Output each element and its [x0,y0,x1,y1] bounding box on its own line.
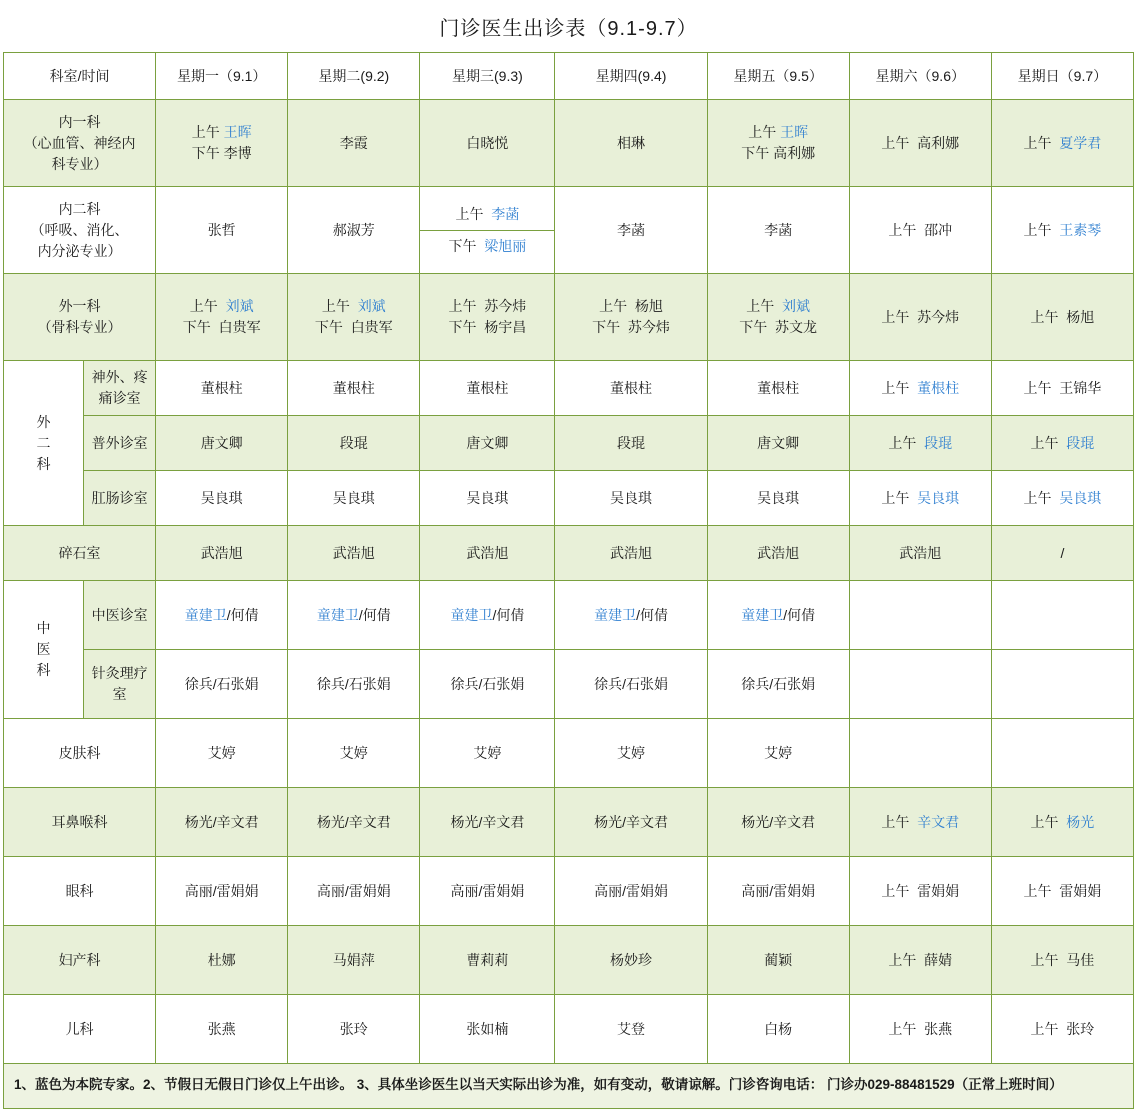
table-row-waier-gangchang [4,471,1134,526]
label-am: 上午 [881,134,910,151]
label-pm: 下午 [448,319,477,335]
cell-pifu-sun [991,719,1133,788]
doctor-name-expert: 童建卫 [741,606,784,623]
cell-fuchan-fri: 蔺颖 [707,926,849,995]
cell-waiyi-thu [555,274,707,361]
subdept-zhenjiu-line2: 室 [112,686,127,702]
cell-neiyi-mon-pm [158,143,285,164]
column-header-sun: 星期日（9.7） [991,53,1133,100]
label-am: 上午 [1030,813,1059,830]
cell-pifu-mon: 艾婷 [156,719,288,788]
label-am: 上午 [888,951,917,968]
label-pm: 下午 [191,145,220,161]
cell-neier-mon: 张哲 [156,187,288,274]
doctor-name: 高利娜 [917,134,960,151]
doctor-name: 薛婧 [924,951,953,968]
doctor-name: 杨旭 [634,298,663,314]
cell-fuchan-sun [991,926,1133,995]
dept-name-pifu: 皮肤科 [4,719,156,788]
cell-erbi-sun [991,788,1133,857]
cell-zyzs-sun [991,581,1133,650]
column-header-thu: 星期四(9.4) [555,53,707,100]
cell-neiyi-fri [707,100,849,187]
label-am: 上午 [1030,434,1059,451]
cell-fuchan-sat [849,926,991,995]
cell-suishi-mon: 武浩旭 [156,526,288,581]
label-am: 上午 [191,124,220,140]
label-am: 上午 [1023,221,1052,238]
cell-neiyi-thu: 相琳 [555,100,707,187]
doctor-name: 辛文君 [917,813,960,830]
table-row-pifu [4,719,1134,788]
dept-zhongyi-char3: 科 [36,662,51,678]
cell-erbi-fri: 杨光/辛文君 [707,788,849,857]
cell-zyzs-thu [555,581,707,650]
cell-gangchang-tue: 吴良琪 [288,471,420,526]
dept-neiyi-line2: （心血管、神经内 [23,134,136,151]
cell-fuchan-wed: 曹莉莉 [420,926,555,995]
label-am: 上午 [1030,308,1059,325]
dept-neier-line2: （呼吸、消化、 [30,221,129,238]
cell-yanke-thu: 高丽/雷娟娟 [555,857,707,926]
label-am: 上午 [888,1020,917,1037]
doctor-name: 杨旭 [1066,308,1095,325]
doctor-name: 苏文龙 [775,319,818,335]
cell-pifu-sat [849,719,991,788]
label-am: 上午 [1023,134,1052,151]
cell-pifu-tue: 艾婷 [288,719,420,788]
cell-neiyi-fri-am [710,122,847,143]
doctor-name: 吴良琪 [917,489,960,506]
subdept-gangchang: 肛肠诊室 [84,471,156,526]
cell-neier-fri: 李菡 [707,187,849,274]
cell-neiyi-sun [991,100,1133,187]
table-row-yanke [4,857,1134,926]
cell-puwai-fri: 唐文卿 [707,416,849,471]
cell-erbi-thu: 杨光/辛文君 [555,788,707,857]
cell-puwai-sat [849,416,991,471]
cell-yanke-mon: 高丽/雷娟娟 [156,857,288,926]
cell-erke-sun [991,995,1133,1064]
cell-suishi-sun: / [991,526,1133,581]
column-header-dept: 科室/时间 [4,53,156,100]
cell-shenwai-fri: 董根柱 [707,361,849,416]
cell-puwai-mon: 唐文卿 [156,416,288,471]
table-row-zhongyi-zhenjiu [4,650,1134,719]
doctor-name: /何倩 [358,606,391,623]
schedule-table [3,52,1134,1064]
table-row-zhongyi-zhenshi [4,581,1134,650]
label-am: 上午 [1023,379,1052,396]
cell-neiyi-sat [849,100,991,187]
subdept-shenwai-line2: 痛诊室 [98,390,141,406]
cell-puwai-tue: 段琨 [288,416,420,471]
table-row-neier [4,187,1134,274]
cell-waiyi-thu-pm [557,317,704,338]
doctor-name-expert: 童建卫 [450,606,493,623]
cell-erbi-sat [849,788,991,857]
cell-waiyi-fri [707,274,849,361]
table-row-waier-puwai [4,416,1134,471]
cell-neier-tue: 郝淑芳 [288,187,420,274]
doctor-name: 杨光 [1066,813,1095,830]
doctor-name: 马佳 [1066,951,1095,968]
doctor-name: 苏今炜 [917,308,960,325]
dept-neiyi-line1: 内一科 [58,113,101,130]
cell-gangchang-sun [991,471,1133,526]
doctor-name: /何倩 [226,606,259,623]
cell-neiyi-mon [156,100,288,187]
cell-shenwai-tue: 董根柱 [288,361,420,416]
doctor-name: 王晖 [780,124,809,140]
cell-erbi-mon: 杨光/辛文君 [156,788,288,857]
doctor-name: 刘斌 [782,298,811,314]
dept-name-erke: 儿科 [4,995,156,1064]
doctor-name: 苏今炜 [484,298,527,314]
table-header-row [4,53,1134,100]
label-am: 上午 [888,434,917,451]
doctor-name-expert: 童建卫 [594,606,637,623]
cell-neiyi-mon-am [158,122,285,143]
cell-waiyi-mon-pm [158,317,285,338]
doctor-name: 雷娟娟 [917,882,960,899]
cell-suishi-wed: 武浩旭 [420,526,555,581]
label-am: 上午 [599,298,628,314]
cell-erbi-wed: 杨光/辛文君 [420,788,555,857]
cell-yanke-sun [991,857,1133,926]
doctor-name-expert: 童建卫 [184,606,227,623]
subdept-shenwai-line1: 神外、疼 [91,369,148,385]
cell-erke-thu: 艾登 [555,995,707,1064]
cell-neier-wed-pm [420,231,554,262]
label-am: 上午 [748,124,777,140]
dept-name-erbi: 耳鼻喉科 [4,788,156,857]
cell-zjlls-wed: 徐兵/石张娟 [420,650,555,719]
cell-neier-thu: 李菡 [555,187,707,274]
cell-gangchang-fri: 吴良琪 [707,471,849,526]
cell-erke-mon: 张燕 [156,995,288,1064]
cell-shenwai-sat [849,361,991,416]
cell-waiyi-wed [420,274,555,361]
dept-waier-char1: 外 [36,413,51,430]
dept-name-waiyi [4,274,156,361]
cell-neiyi-wed: 白晓悦 [420,100,555,187]
dept-name-neier [4,187,156,274]
dept-name-yanke: 眼科 [4,857,156,926]
cell-erke-sat [849,995,991,1064]
label-pm: 下午 [448,237,477,254]
label-am: 上午 [881,813,910,830]
label-am: 上午 [455,205,484,222]
doctor-name: 苏今炜 [627,319,670,335]
doctor-name: 吴良琪 [1059,489,1102,506]
cell-suishi-sat: 武浩旭 [849,526,991,581]
doctor-name: 段琨 [924,434,953,451]
cell-zjlls-sun [991,650,1133,719]
label-pm: 下午 [592,319,621,335]
dept-zhongyi-char2: 医 [36,641,51,657]
cell-yanke-wed: 高丽/雷娟娟 [420,857,555,926]
dept-name-waier [4,361,84,526]
cell-gangchang-sat [849,471,991,526]
cell-pifu-thu: 艾婷 [555,719,707,788]
table-row-waier-shenwai [4,361,1134,416]
cell-shenwai-thu: 董根柱 [555,361,707,416]
cell-waiyi-wed-am [422,296,552,317]
cell-zyzs-sat [849,581,991,650]
doctor-name: 王素琴 [1059,221,1102,238]
cell-zjlls-mon: 徐兵/石张娟 [156,650,288,719]
cell-fuchan-thu: 杨妙珍 [555,926,707,995]
cell-waiyi-sun [991,274,1133,361]
subdept-zhenjiu-line1: 针灸理疗 [91,665,148,681]
cell-neiyi-tue: 李霞 [288,100,420,187]
cell-suishi-fri: 武浩旭 [707,526,849,581]
doctor-name: 雷娟娟 [1059,882,1102,899]
doctor-name: 刘斌 [357,298,386,314]
table-row-neiyi [4,100,1134,187]
table-row-suishi [4,526,1134,581]
cell-zjlls-thu: 徐兵/石张娟 [555,650,707,719]
cell-zjlls-tue: 徐兵/石张娟 [288,650,420,719]
doctor-name: 段琨 [1066,434,1095,451]
cell-waiyi-mon [156,274,288,361]
doctor-name: 刘斌 [225,298,254,314]
dept-neier-line3: 内分泌专业） [37,242,122,259]
cell-zjlls-sat [849,650,991,719]
doctor-name: /何倩 [636,606,668,623]
label-am: 上午 [881,882,910,899]
cell-neier-wed [420,187,555,274]
cell-neier-wed-am [420,199,554,231]
dept-name-neiyi [4,100,156,187]
doctor-name: 白贵军 [350,319,393,335]
dept-zhongyi-char1: 中 [36,620,51,636]
dept-waiyi-line1: 外一科 [58,298,101,314]
doctor-name: 高利娜 [773,145,816,161]
subdept-zhenjiu [84,650,156,719]
cell-waiyi-thu-am [557,296,704,317]
cell-erke-fri: 白杨 [707,995,849,1064]
page-title: 门诊医生出诊表（9.1-9.7） [439,18,698,40]
column-header-sat: 星期六（9.6） [849,53,991,100]
cell-gangchang-mon: 吴良琪 [156,471,288,526]
label-am: 上午 [321,298,350,314]
cell-zyzs-tue [288,581,420,650]
doctor-name: 梁旭丽 [484,237,527,254]
dept-waiyi-line2: （骨科专业） [37,319,122,335]
cell-gangchang-wed: 吴良琪 [420,471,555,526]
doctor-name: 王锦华 [1059,379,1102,396]
cell-neier-sat [849,187,991,274]
doctor-name: 杨宇昌 [484,319,527,335]
cell-gangchang-thu: 吴良琪 [555,471,707,526]
footer-note: 1、蓝色为本院专家。2、节假日无假日门诊仅上午出诊。 3、具体坐诊医生以当天实际出诊为准，如有变动，敬请谅解。门诊咨询电话： 门诊办029-88481529（正常上班时间） [3,1064,1134,1109]
cell-puwai-thu: 段琨 [555,416,707,471]
cell-shenwai-mon: 董根柱 [156,361,288,416]
cell-fuchan-mon: 杜娜 [156,926,288,995]
doctor-name: 李博 [223,145,252,161]
label-am: 上午 [881,489,910,506]
doctor-name: 董根柱 [917,379,960,396]
cell-zyzs-mon [156,581,288,650]
label-am: 上午 [1023,489,1052,506]
cell-suishi-thu: 武浩旭 [555,526,707,581]
cell-yanke-sat [849,857,991,926]
cell-shenwai-sun [991,361,1133,416]
cell-shenwai-wed: 董根柱 [420,361,555,416]
doctor-name: /何倩 [492,606,525,623]
doctor-name: 白贵军 [218,319,261,335]
subdept-shenwai [84,361,156,416]
table-row-erke [4,995,1134,1064]
cell-puwai-wed: 唐文卿 [420,416,555,471]
doctor-name: 张燕 [924,1020,953,1037]
label-am: 上午 [1030,951,1059,968]
cell-waiyi-sat [849,274,991,361]
cell-yanke-fri: 高丽/雷娟娟 [707,857,849,926]
dept-name-fuchan: 妇产科 [4,926,156,995]
cell-neier-sun [991,187,1133,274]
cell-fuchan-tue: 马娟萍 [288,926,420,995]
table-row-waiyi [4,274,1134,361]
label-pm: 下午 [314,319,343,335]
label-am: 上午 [1030,1020,1059,1037]
cell-erbi-tue: 杨光/辛文君 [288,788,420,857]
cell-erke-wed: 张如楠 [420,995,555,1064]
cell-pifu-fri: 艾婷 [707,719,849,788]
cell-zyzs-wed [420,581,555,650]
cell-waiyi-fri-am [710,296,847,317]
label-am: 上午 [189,298,218,314]
doctor-name: 夏学君 [1059,134,1102,151]
dept-name-zhongyi [4,581,84,719]
cell-zjlls-fri: 徐兵/石张娟 [707,650,849,719]
label-am: 上午 [1023,882,1052,899]
column-header-mon: 星期一（9.1） [156,53,288,100]
label-am: 上午 [881,308,910,325]
dept-neier-line1: 内二科 [58,200,101,217]
cell-yanke-tue: 高丽/雷娟娟 [288,857,420,926]
table-row-erbi [4,788,1134,857]
label-am: 上午 [448,298,477,314]
doctor-name: 邵冲 [924,221,953,238]
cell-waiyi-mon-am [158,296,285,317]
doctor-name: /何倩 [783,606,816,623]
cell-erke-tue: 张玲 [288,995,420,1064]
subdept-zhongyi-zhenshi: 中医诊室 [84,581,156,650]
label-am: 上午 [881,379,910,396]
cell-neiyi-fri-pm [710,143,847,164]
cell-zyzs-fri [707,581,849,650]
column-header-fri: 星期五（9.5） [707,53,849,100]
dept-waier-char2: 二 [36,434,51,451]
column-header-tue: 星期二(9.2) [288,53,420,100]
cell-waiyi-tue [288,274,420,361]
label-am: 上午 [888,221,917,238]
cell-waiyi-fri-pm [710,317,847,338]
doctor-name-expert: 童建卫 [316,606,359,623]
label-pm: 下午 [741,145,770,161]
dept-neiyi-line3: 科专业） [51,155,108,172]
dept-name-suishi: 碎石室 [4,526,156,581]
cell-waiyi-tue-am [290,296,417,317]
cell-puwai-sun [991,416,1133,471]
cell-waiyi-wed-pm [422,317,552,338]
cell-suishi-tue: 武浩旭 [288,526,420,581]
column-header-wed: 星期三(9.3) [420,53,555,100]
table-row-fuchan [4,926,1134,995]
label-pm: 下午 [739,319,768,335]
doctor-name: 张玲 [1066,1020,1095,1037]
cell-waiyi-tue-pm [290,317,417,338]
label-am: 上午 [746,298,775,314]
label-pm: 下午 [182,319,211,335]
cell-pifu-wed: 艾婷 [420,719,555,788]
doctor-name: 王晖 [223,124,252,140]
doctor-name: 李菡 [491,205,520,222]
dept-waier-char3: 科 [36,455,51,472]
subdept-puwai: 普外诊室 [84,416,156,471]
